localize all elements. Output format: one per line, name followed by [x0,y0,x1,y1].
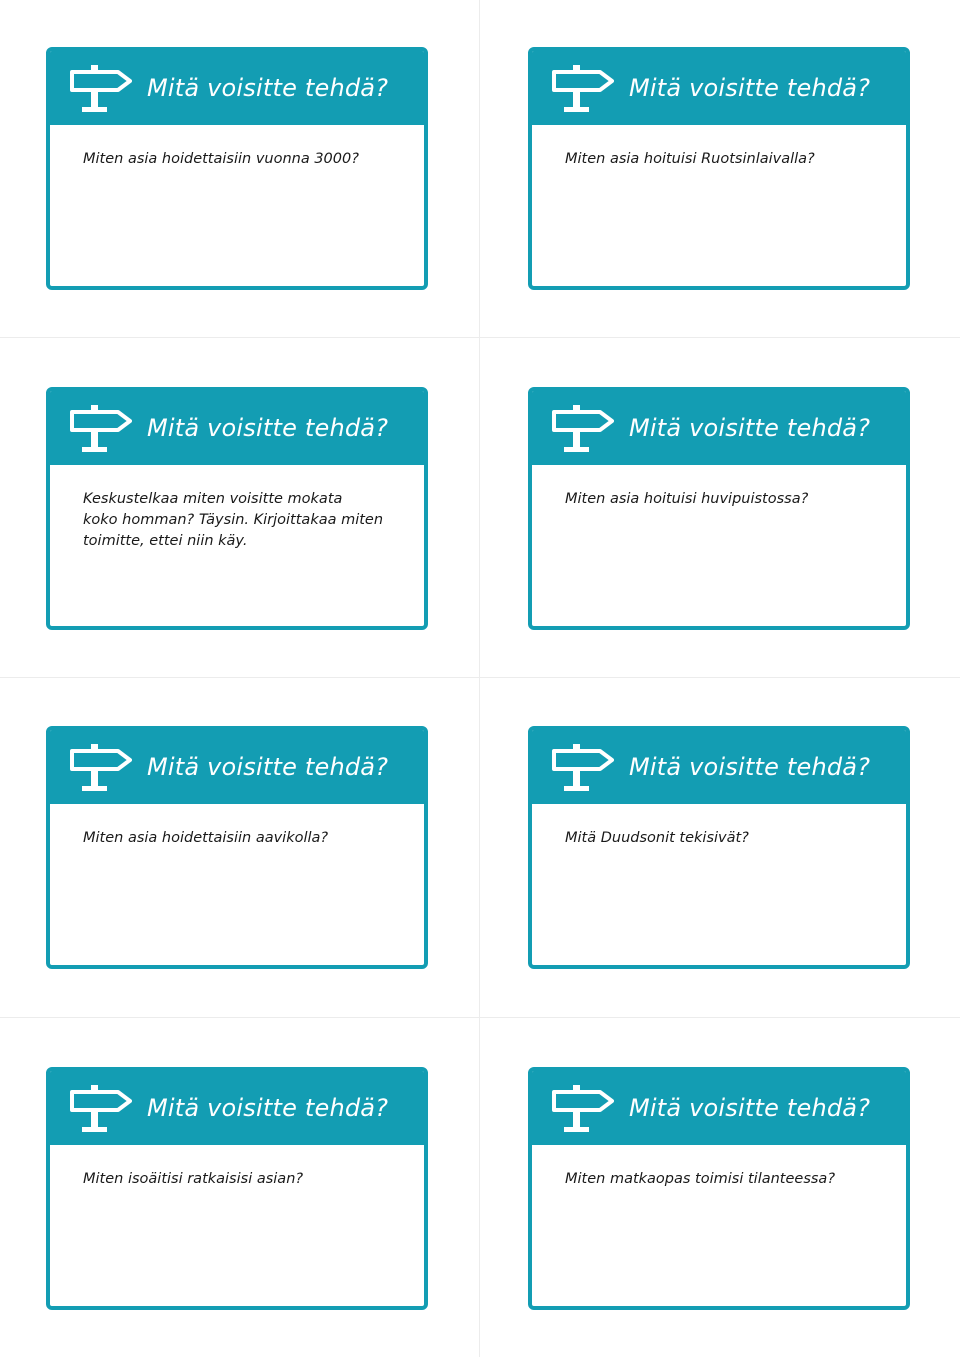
signpost-icon [552,742,614,792]
card-title: Mitä voisitte tehdä? [147,1094,389,1122]
cut-line-vertical [479,0,480,1357]
card-prompt: Miten matkaopas toimisi tilanteessa? [565,1171,836,1187]
card-prompt: Miten asia hoidettaisiin vuonna 3000? [83,151,359,167]
card-title: Mitä voisitte tehdä? [629,753,871,781]
card [528,726,910,969]
card [528,47,910,290]
cut-line-horizontal [0,337,960,338]
card-header [50,1071,424,1145]
card-header [532,730,906,804]
cut-line-horizontal [0,1017,960,1018]
signpost-icon [552,63,614,113]
card-prompt: Miten isoäitisi ratkaisisi asian? [83,1171,304,1187]
card-header [532,391,906,465]
card-header [532,1071,906,1145]
card-prompt: Miten asia hoituisi huvipuistossa? [565,491,809,507]
card [46,47,428,290]
signpost-icon [70,403,132,453]
signpost-icon [552,1083,614,1133]
card-title: Mitä voisitte tehdä? [629,414,871,442]
card-header [50,51,424,125]
card-header [50,730,424,804]
card-prompt: Keskustelkaa miten voisitte mokata koko homman? Täysin. Kirjoittakaa miten toimitte, ettei niin käy. [83,491,384,549]
signpost-icon [70,63,132,113]
signpost-icon [552,403,614,453]
card-prompt: Miten asia hoituisi Ruotsinlaivalla? [565,151,815,167]
card-title: Mitä voisitte tehdä? [629,1094,871,1122]
card [528,387,910,630]
card [46,726,428,969]
card [46,387,428,630]
card-prompt: Mitä Duudsonit tekisivät? [565,830,749,846]
signpost-icon [70,742,132,792]
card-header [50,391,424,465]
card-title: Mitä voisitte tehdä? [147,74,389,102]
card-title: Mitä voisitte tehdä? [147,753,389,781]
card-title: Mitä voisitte tehdä? [629,74,871,102]
card-prompt: Miten asia hoidettaisiin aavikolla? [83,830,329,846]
cut-line-horizontal [0,677,960,678]
card-header [532,51,906,125]
card [528,1067,910,1310]
signpost-icon [70,1083,132,1133]
card-title: Mitä voisitte tehdä? [147,414,389,442]
card [46,1067,428,1310]
